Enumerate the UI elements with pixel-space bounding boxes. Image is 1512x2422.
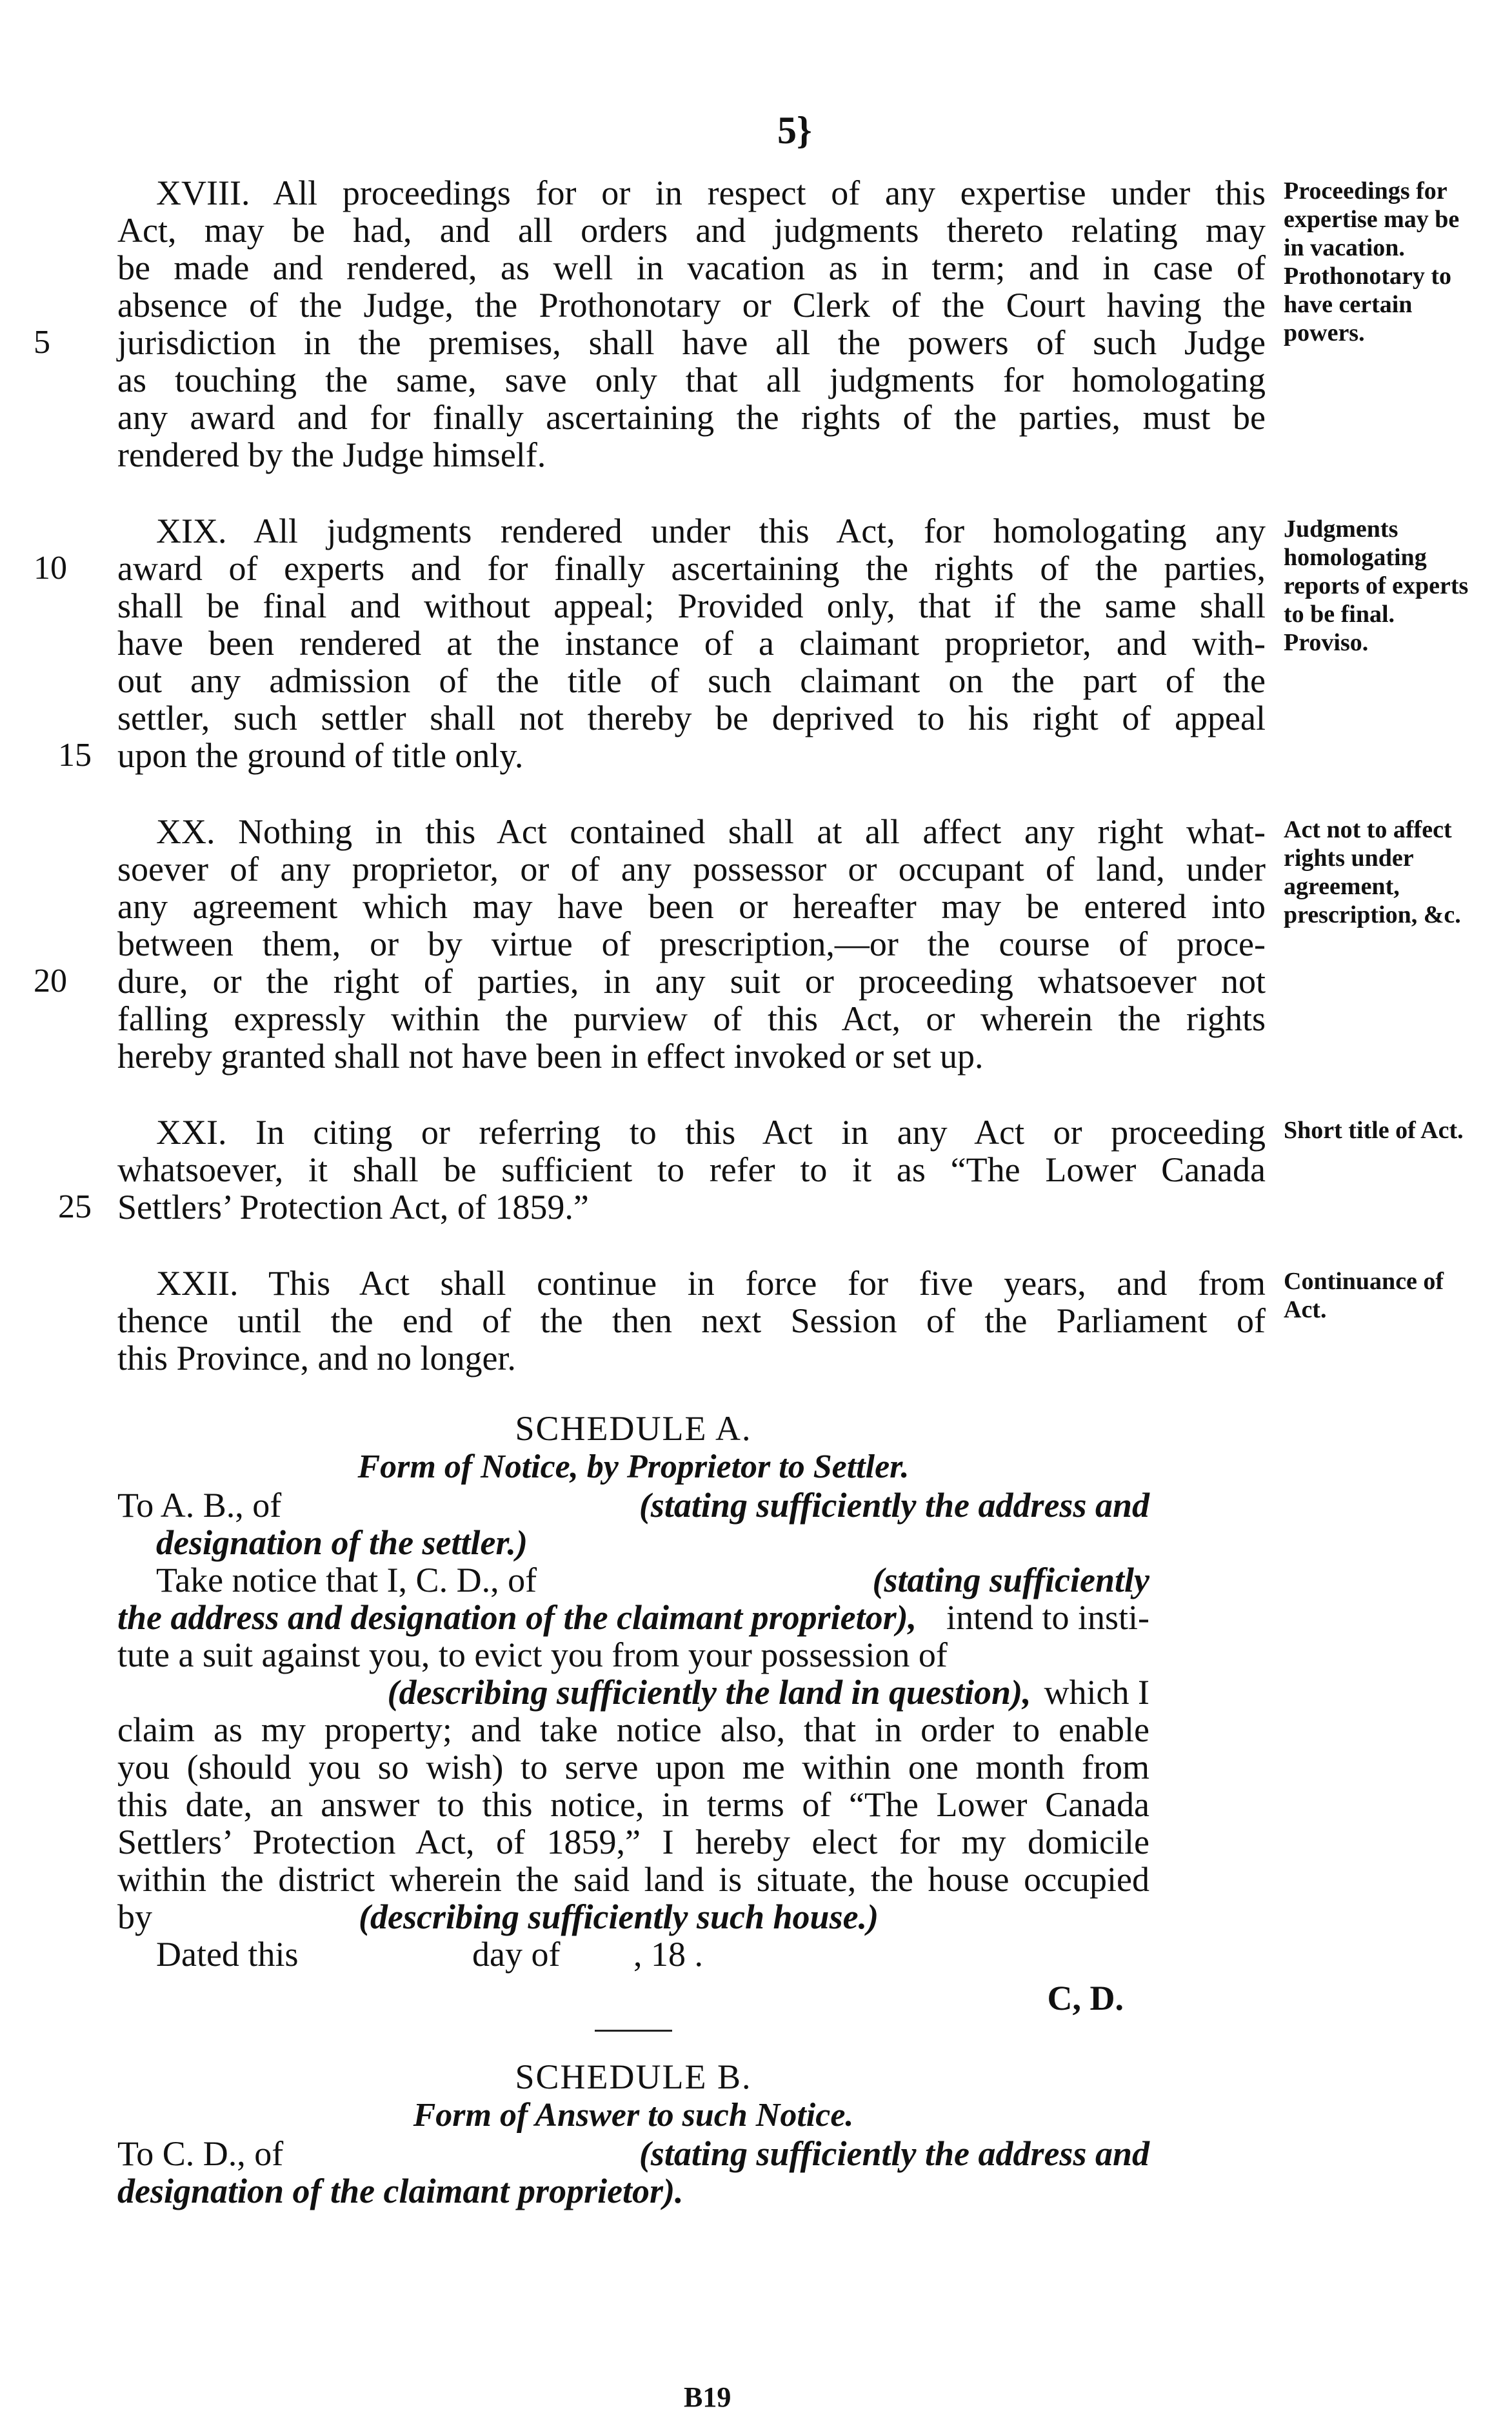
section-18 (34, 174, 1460, 474)
s18-line: any award and for finally ascertaining the rights of the parties, must be (117, 398, 1266, 437)
schedule-a-title: SCHEDULE A. (515, 1409, 752, 1448)
s19-line: shall be final and without appeal; Provided only, that if the same shall (117, 586, 1266, 625)
schedule-a-to-line: To A. B., of (stating sufficiently the address and (117, 1486, 1149, 1525)
s18-line: Act, may be had, and all orders and judgments thereto relating may (117, 211, 1266, 250)
schedule-a-body-line: claim as my property; and take notice also, that in order to enable (117, 1710, 1149, 1749)
section-22 (117, 1264, 1444, 1377)
schedule-a-claimant-line: the address and designation of the claimant proprietor), intend to insti- (117, 1598, 1149, 1637)
schedule-a-land-line: (describing sufficiently the land in question), which I (387, 1673, 1149, 1712)
schedule-a-body-line: Settlers’ Protection Act, of 1859,” I hereby elect for my domicile (117, 1823, 1149, 1861)
s21-line: whatsoever, it shall be sufficient to refer to it as “The Lower Canada (117, 1150, 1266, 1189)
s18-line: XVIII. All proceedings for or in respect of any expertise under this (156, 174, 1266, 212)
schedule-a-designation: designation of the settler.) (156, 1523, 528, 1562)
schedule-a-subtitle: Form of Notice, by Proprietor to Settler. (357, 1448, 910, 1485)
s20-line: any agreement which may have been or hereafter may be entered into (117, 887, 1266, 926)
schedule-b-subtitle: Form of Answer to such Notice. (413, 2097, 854, 2134)
s19-line: XIX. All judgments rendered under this Act, for homologating any (156, 512, 1266, 550)
s18-line: 5 jurisdiction in the premises, shall have all the powers of such Judge (34, 323, 1266, 362)
s21-line: XXI. In citing or referring to this Act in any Act or proceeding (156, 1113, 1266, 1152)
s20-line: hereby granted shall not have been in effect invoked or set up. (117, 1037, 984, 1076)
s20-line: between them, or by virtue of prescription,—or the course of proce- (117, 925, 1266, 963)
schedule-a-by-line: by (describing sufficiently such house.) (117, 1897, 879, 1936)
s19-line: settler, such settler shall not thereby be deprived to his right of appeal (117, 699, 1266, 737)
s21-line: 25 Settlers’ Protection Act, of 1859.” (117, 1188, 1266, 1226)
margin-note-19: Judgments homologating reports of experts to be final. Proviso. (1284, 515, 1469, 656)
margin-note-22: Continuance of Act. (1284, 1268, 1444, 1323)
line-number: 15 (58, 737, 92, 774)
section-20 (34, 812, 1461, 1076)
schedule-a-body-line: you (should you so wish) to serve upon me within one month from (117, 1748, 1149, 1786)
s20-line: XX. Nothing in this Act contained shall at all affect any right what- (156, 812, 1266, 851)
s20-line: soever of any proprietor, or of any possessor or occupant of land, under (117, 850, 1266, 888)
page-number: 5} (777, 109, 812, 152)
schedule-a (117, 1409, 1266, 2032)
s19-line: 15 upon the ground of title only. (117, 737, 1266, 774)
schedule-b-title: SCHEDULE B. (515, 2057, 752, 2096)
divider-rule (595, 2030, 672, 2032)
signature-mark: B19 (684, 2381, 731, 2413)
s22-line: XXII. This Act shall continue in force for five years, and from (156, 1264, 1266, 1303)
s19-line: 10 award of experts and for finally ascertaining the rights of the parties, (34, 549, 1266, 588)
s18-line: as touching the same, save only that all judgments for homologating (117, 361, 1266, 399)
s20-line: falling expressly within the purview of this Act, or wherein the rights (117, 999, 1266, 1038)
line-number: 20 (34, 963, 67, 999)
s19-line: out any admission of the title of such claimant on the part of the (117, 661, 1266, 700)
section-21 (58, 1113, 1464, 1226)
schedule-a-body-line: within the district wherein the said land is situate, the house occupied (117, 1860, 1149, 1899)
line-number: 10 (34, 550, 67, 586)
margin-note-18: Proceedings for expertise may be in vacation. Prothonotary to have certain powers. (1284, 177, 1460, 346)
s18-line: be made and rendered, as well in vacation as in term; and in case of (117, 248, 1266, 287)
document-body (34, 174, 1469, 2210)
line-number: 25 (58, 1188, 92, 1225)
schedule-a-dated-line: Dated this day of , 18 . (156, 1935, 703, 1974)
schedule-b (117, 2057, 1266, 2210)
schedule-b-designation: designation of the claimant proprietor). (117, 2172, 684, 2210)
margin-note-21: Short title of Act. (1284, 1117, 1464, 1144)
line-number: 5 (34, 324, 50, 361)
s18-line: rendered by the Judge himself. (117, 435, 546, 474)
schedule-a-suit-line: tute a suit against you, to evict you from your possession of (117, 1636, 948, 1674)
schedule-b-to-line: To C. D., of (stating sufficiently the address and (117, 2134, 1149, 2173)
margin-note-20: Act not to affect rights under agreement, prescription, &c. (1284, 816, 1461, 928)
s22-line: thence until the end of the then next Session of the Parliament of (117, 1301, 1266, 1340)
s22-line: this Province, and no longer. (117, 1339, 516, 1377)
section-19 (34, 512, 1469, 775)
schedule-a-take-notice: Take notice that I, C. D., of (stating sufficiently (156, 1561, 1149, 1599)
schedule-a-signature: C, D. (1047, 1979, 1124, 2017)
s20-line: 20 dure, or the right of parties, in any suit or proceeding whatsoever not (34, 962, 1266, 1001)
schedule-a-body-line: this date, an answer to this notice, in terms of “The Lower Canada (117, 1785, 1149, 1824)
s18-line: absence of the Judge, the Prothonotary or Clerk of the Court having the (117, 286, 1266, 325)
s19-line: have been rendered at the instance of a claimant proprietor, and with- (117, 624, 1266, 663)
